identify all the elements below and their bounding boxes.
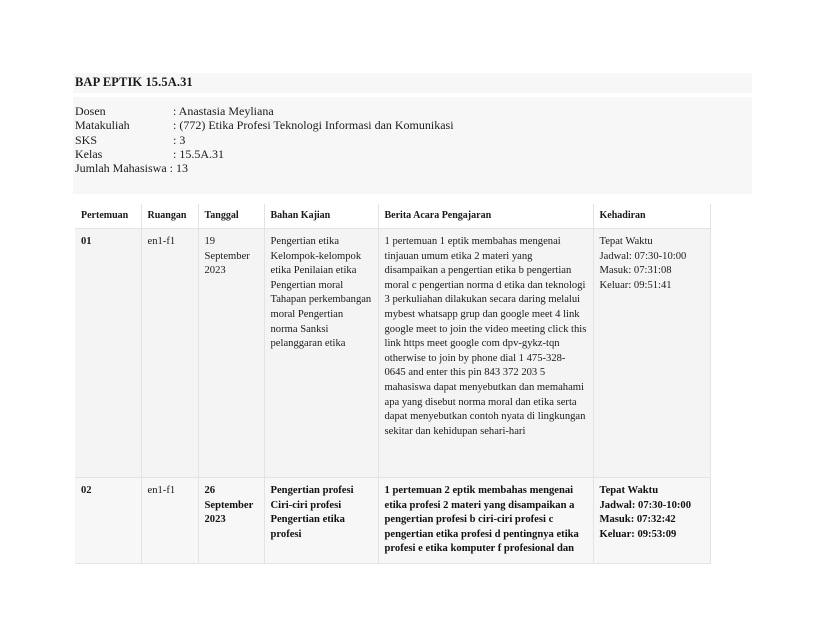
cell-berita-acara: 1 pertemuan 1 eptik membahas mengenai tinjauan umum etika 2 materi yang disampaikan a pengertian etika b pengertian moral c pengertian norma d etika dan teknologi 3 perkuliahan dilakukan secara daring melalui mybest whatsapp grup dan google meet 4 link google meet to join the video meeting click this link https meet google com dpv-gykz-tqn otherwise to join by phone dial 1 475-328-0645 and enter this pin 843 372 203 5 mahasiswa dapat menyebutkan dan memahami apa yang disebut norma moral dan etika serta dapat menyebutkan contoh nyata di lingkungan sekitar dan kehidupan sehari-hari: [378, 229, 593, 478]
info-label: Kelas: [75, 147, 103, 161]
info-row-matakuliah: [75, 118, 454, 132]
info-row-dosen: [75, 104, 274, 118]
table-row: [75, 229, 710, 478]
cell-ruangan: en1-f1: [141, 229, 198, 478]
info-row-sks: [75, 133, 185, 147]
info-row-jumlah-mahasiswa: [75, 161, 188, 175]
attendance-out: Keluar: 09:51:41: [599, 279, 672, 291]
attendance-status: Tepat Waktu: [599, 485, 659, 496]
info-row-kelas: [75, 147, 224, 161]
attendance-in: Masuk: 07:31:08: [599, 265, 672, 277]
attendance-schedule: Jadwal: 07:30-10:00: [599, 499, 692, 511]
bap-table: [75, 204, 711, 564]
cell-ruangan: en1-f1: [141, 478, 198, 564]
header-pertemuan: Pertemuan: [75, 204, 141, 229]
info-value: : 3: [173, 133, 186, 147]
table-row: [75, 478, 710, 564]
header-berita-acara: Berita Acara Pengajaran: [378, 204, 593, 229]
attendance-status: Tepat Waktu: [599, 236, 653, 247]
cell-pertemuan: 01: [75, 229, 141, 478]
info-label: SKS: [75, 133, 98, 147]
info-label: Dosen: [75, 104, 106, 118]
cell-berita-acara: 1 pertemuan 2 eptik membahas mengenai etika profesi 2 materi yang disampaikan a pengertian profesi b ciri-ciri profesi c pengertian etika profesi d pentingnya etika profesi e etika komputer f profesional dan: [378, 478, 593, 564]
header-bahan-kajian: Bahan Kajian: [264, 204, 378, 229]
cell-tanggal: 26 September 2023: [198, 478, 264, 564]
attendance-in: Masuk: 07:32:42: [599, 514, 676, 526]
cell-kehadiran: [593, 229, 710, 478]
table-header-row: [75, 204, 710, 229]
info-value: : Anastasia Meyliana: [173, 104, 274, 118]
attendance-out: Keluar: 09:53:09: [599, 528, 677, 540]
info-value: : (772) Etika Profesi Teknologi Informasi dan Komunikasi: [173, 118, 454, 132]
cell-bahan-kajian: Pengertian etika Kelompok-kelompok etika Penilaian etika Pengertian moral Tahapan perkembangan moral Pengertian norma Sanksi pelanggaran etika: [264, 229, 378, 478]
cell-pertemuan: 02: [75, 478, 141, 564]
cell-kehadiran: [593, 478, 710, 564]
info-value: : 13: [169, 161, 188, 175]
info-label: Jumlah Mahasiswa: [75, 161, 167, 175]
info-value: : 15.5A.31: [173, 147, 224, 161]
info-label: Matakuliah: [75, 118, 130, 132]
header-kehadiran: Kehadiran: [593, 204, 710, 229]
document-title: BAP EPTIK 15.5A.31: [75, 75, 193, 89]
cell-bahan-kajian: Pengertian profesi Ciri-ciri profesi Pengertian etika profesi: [264, 478, 378, 564]
header-tanggal: Tanggal: [198, 204, 264, 229]
attendance-schedule: Jadwal: 07:30-10:00: [599, 250, 687, 262]
header-ruangan: Ruangan: [141, 204, 198, 229]
cell-tanggal: 19 September 2023: [198, 229, 264, 478]
